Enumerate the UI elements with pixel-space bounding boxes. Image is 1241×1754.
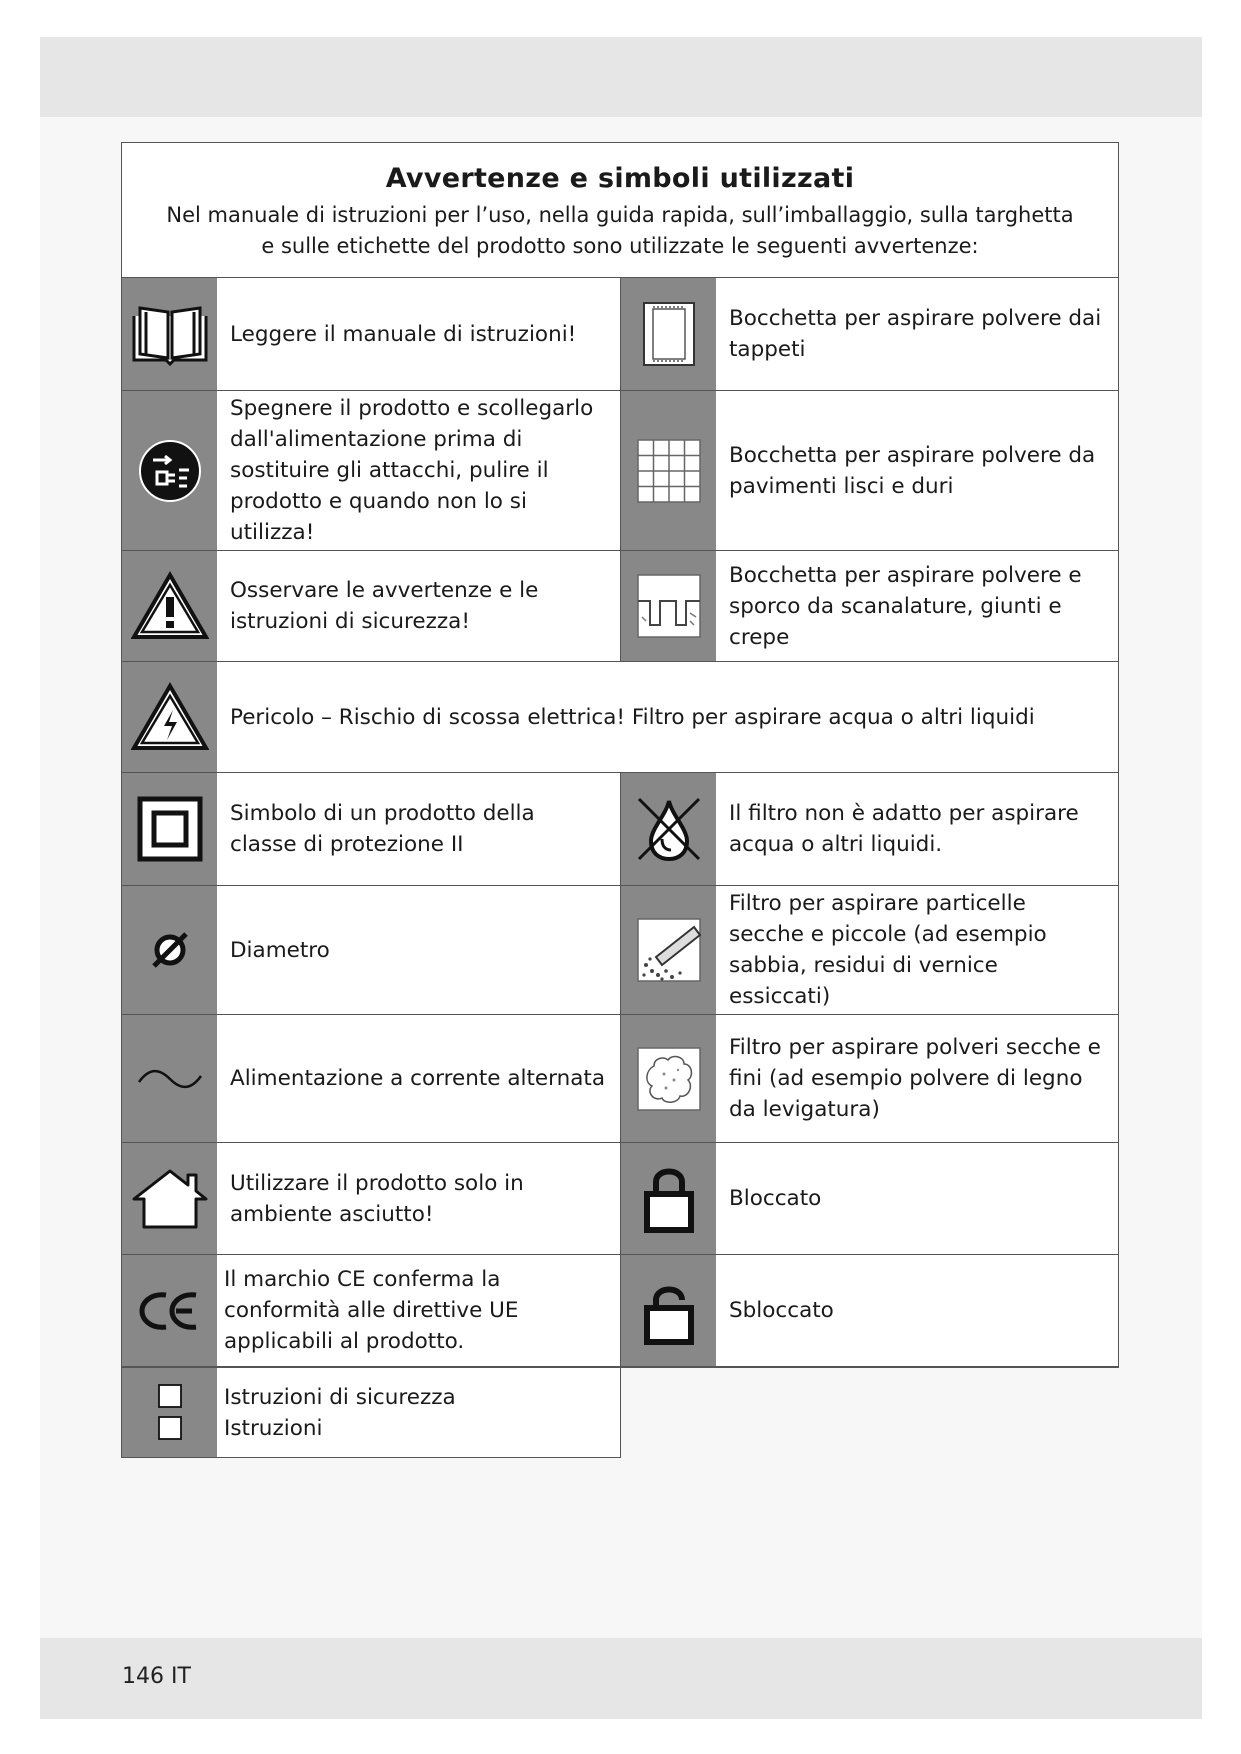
table-row — [122, 1015, 1118, 1143]
symbol-cell — [621, 1015, 1117, 1142]
symbol-description: Leggere il manuale di istruzioni! — [217, 278, 620, 390]
symbol-cell — [122, 662, 1035, 772]
electric-shock-icon — [122, 662, 217, 772]
symbol-cell — [122, 551, 621, 661]
table-row — [122, 1255, 1118, 1367]
symbol-description: Simbolo di un prodotto della classe di protezione II — [217, 773, 620, 885]
table-row — [122, 551, 1118, 662]
bottom-band — [40, 1638, 1202, 1719]
symbol-description: Bocchetta per aspirare polvere da pavimenti lisci e duri — [716, 391, 1117, 550]
alternating-current-icon — [122, 1015, 217, 1142]
symbol-description — [217, 1368, 620, 1457]
symbol-description: Filtro per aspirare particelle secche e piccole (ad esempio sabbia, residui di vernice essiccati) — [716, 886, 1117, 1014]
symbol-cell — [122, 1015, 621, 1142]
symbol-description: Bocchetta per aspirare polvere dai tappeti — [716, 278, 1117, 390]
locked-icon — [621, 1143, 716, 1254]
unplug-icon — [122, 391, 217, 550]
symbol-description: Sbloccato — [716, 1255, 1117, 1366]
symbol-description: Osservare le avvertenze e le istruzioni di sicurezza! — [217, 551, 620, 661]
table-row — [122, 391, 1118, 551]
table-row — [122, 662, 1118, 773]
symbol-description: Il marchio CE conferma la conformità alle direttive UE applicabili al prodotto. — [217, 1255, 620, 1366]
table-row — [122, 886, 1118, 1015]
symbol-description: Alimentazione a corrente alternata — [217, 1015, 620, 1142]
no-liquid-icon — [621, 773, 716, 885]
ce-mark-icon — [122, 1255, 217, 1366]
symbols-table — [121, 142, 1119, 1368]
table-row — [122, 278, 1118, 391]
unlocked-icon — [621, 1255, 716, 1366]
book-icon — [122, 278, 217, 390]
table-header — [122, 143, 1118, 278]
symbol-cell — [621, 1255, 1117, 1366]
symbol-cell — [122, 1255, 621, 1366]
symbols-grid — [122, 278, 1118, 1367]
diameter-icon — [122, 886, 217, 1014]
intro-text: Nel manuale di istruzioni per l’uso, nella guida rapida, sull’imballaggio, sulla targhetta e sulle etichette del prodotto sono utilizzate le seguenti avvertenze: — [166, 203, 1074, 258]
page-number: 146 IT — [122, 1664, 191, 1689]
page-title: Avvertenze e simboli utilizzati — [385, 163, 855, 194]
symbol-description: Bloccato — [716, 1143, 1117, 1254]
symbol-cell — [122, 1143, 621, 1254]
crevice-nozzle-icon — [621, 551, 716, 661]
symbol-description: Utilizzare il prodotto solo in ambiente asciutto! — [217, 1143, 620, 1254]
symbol-cell — [621, 1143, 1117, 1254]
symbol-description: Il filtro non è adatto per aspirare acqua o altri liquidi. — [716, 773, 1117, 885]
table-row — [122, 773, 1118, 886]
symbol-description: Pericolo – Rischio di scossa elettrica! Filtro per aspirare acqua o altri liquidi — [217, 662, 1047, 772]
protection-class-ii-icon — [122, 773, 217, 885]
checkbox-icon — [122, 1368, 217, 1457]
symbol-description: Filtro per aspirare polveri secche e fini (ad esempio polvere di legno da levigatura) — [716, 1015, 1117, 1142]
checkbox-legend-row — [121, 1368, 621, 1458]
symbol-cell — [122, 886, 621, 1014]
symbol-description: Diametro — [217, 886, 620, 1014]
symbol-cell — [621, 551, 1117, 661]
carpet-nozzle-icon — [621, 278, 716, 390]
symbol-description: Spegnere il prodotto e scollegarlo dall'alimentazione prima di sostituire gli attacchi, pulire il prodotto e quando non lo si utilizza! — [217, 391, 620, 550]
fine-dust-icon — [621, 1015, 716, 1142]
symbol-cell — [621, 391, 1117, 550]
legend-instructions: Istruzioni — [224, 1415, 323, 1441]
symbol-cell — [621, 278, 1117, 390]
house-icon — [122, 1143, 217, 1254]
hard-floor-nozzle-icon — [621, 391, 716, 550]
symbol-cell — [122, 773, 621, 885]
table-row — [122, 1143, 1118, 1255]
legend-safety-instructions: Istruzioni di sicurezza — [224, 1384, 456, 1410]
warning-triangle-icon — [122, 551, 217, 661]
symbol-cell — [122, 391, 621, 550]
symbol-description: Bocchetta per aspirare polvere e sporco da scanalature, giunti e crepe — [716, 551, 1117, 661]
symbol-cell — [621, 773, 1117, 885]
symbol-cell — [122, 278, 621, 390]
symbol-cell — [621, 886, 1117, 1014]
coarse-particles-icon — [621, 886, 716, 1014]
top-band — [40, 37, 1202, 117]
